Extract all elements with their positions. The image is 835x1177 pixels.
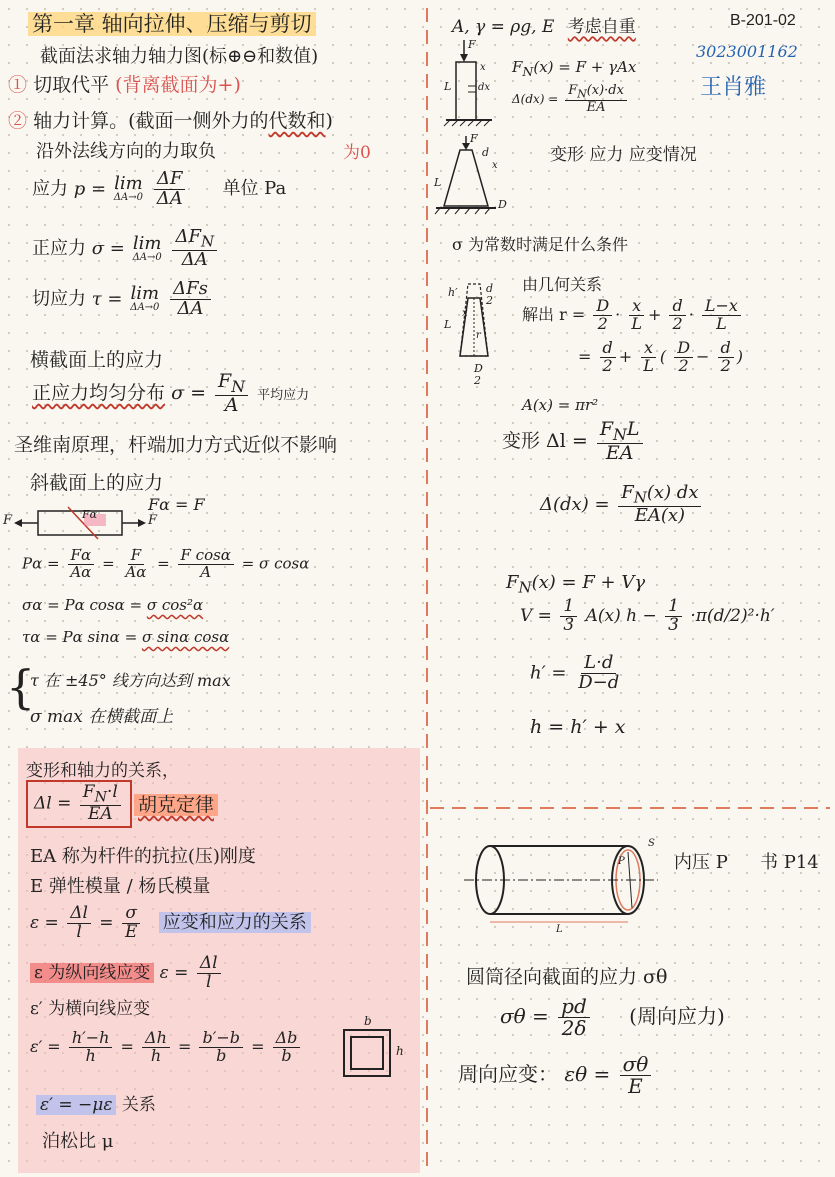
fig1-label-F: F <box>468 38 476 51</box>
bar-right-force: F <box>148 513 158 528</box>
cylinder-diagram <box>462 838 662 928</box>
sigma-alpha-formula: σα = Pα cosα = σ cos²α <box>22 596 204 614</box>
step-2-sub: 沿外法线方向的力取负 <box>36 141 216 162</box>
hoop-heading: 圆筒径向截面的应力 σθ <box>466 966 668 988</box>
hoop-strain: 周向应变： εθ = $\frac{\sigma\theta}{E}$ <box>458 1054 654 1097</box>
brace: { <box>6 660 36 714</box>
fig2-label-x: x <box>492 160 498 171</box>
change-label: 变形 应力 应变情况 <box>550 145 697 165</box>
volume-formula: V = $\frac{1}{3}$ A(x) h − $\frac{1}{3}$ ·π(d/2)²·h′ <box>520 596 775 635</box>
chapter-title: 第一章 轴向拉伸、压缩与剪切 <box>28 8 316 38</box>
cross-section-heading: 横截面上的应力 <box>30 349 164 371</box>
box-section-diagram <box>342 1028 394 1078</box>
fig1-label-L: L <box>444 80 452 93</box>
hoop-formula: σθ = $\frac{pd}{2\delta}$ (周向应力) <box>500 994 725 1040</box>
poisson-name: 泊松比 μ <box>42 1131 114 1152</box>
box-label-b: b <box>364 1014 372 1028</box>
oblique-heading: 斜截面上的应力 <box>30 472 164 494</box>
normal-stress-formula: 正应力 σ = lim ΔA→0 $\frac{\Delta F_N}{\Delta A}$ <box>32 228 220 270</box>
doc-code: B-201-02 <box>730 12 796 29</box>
solve-r: 解出 r = $\frac{D}{2}$ · $\frac{x}{L}$ + $\frac{d}{2}$ · $\frac{L-x}{L}$ <box>522 298 744 333</box>
cyl-book-ref: 书 P14 <box>760 852 819 873</box>
brace-line-2: σ max 在横截面上 <box>30 707 174 727</box>
shear-stress-formula: 切应力 τ = lim ΔA→0 $\frac{\text{ΔFs}}{\Delta A}$ <box>32 280 214 319</box>
bar-force-eq: Fα = F <box>148 495 205 514</box>
fig3-label-D: D <box>474 362 483 375</box>
fig2-label-F: F <box>470 132 478 145</box>
area-formula: A(x) = πr² <box>522 396 599 414</box>
dl-self-weight: Δ(dx) = $\frac{F_N(x)\cdot dx}{EA}$ <box>512 84 630 115</box>
geometry-label: 由几何关系 <box>522 275 603 294</box>
fig3-label-d: d <box>486 282 494 295</box>
hooke-box: Δl = $\frac{F_N\cdot l}{EA}$ <box>26 780 132 828</box>
fig2-label-D: D <box>498 198 507 211</box>
fn-volume: $F_N(x) = F + V\gamma$ <box>506 572 646 597</box>
e-line: E 弹性模量 / 杨氏模量 <box>30 876 211 897</box>
saint-venant: 圣维南原理，杆端加力方式近似不影响 <box>14 434 338 456</box>
hprime-formula: h′ = $\frac{L\cdot d}{D-d}$ <box>530 652 620 693</box>
bar-force-label: Fα <box>82 508 98 521</box>
cyl-label-s: S <box>648 838 655 849</box>
fig1-label-dx: dx <box>478 82 491 93</box>
fig2-label-d: d <box>482 146 490 159</box>
cyl-label-l: L <box>556 924 563 935</box>
uniform-stress: 正应力均匀分布 σ = $\frac{F_N}{A}$ 平均应力 <box>32 370 310 417</box>
fig3-label-L: L <box>444 318 452 331</box>
brace-line-1: τ 在 ±45° 线方向达到 max <box>30 671 231 690</box>
fig2-label-L: L <box>434 176 442 189</box>
bar-left-force: F <box>3 513 13 528</box>
p-alpha-formula: Pα = $\frac{F\alpha}{A\alpha}$ = $\frac{F}{A\alpha}$ = $\frac{\text{F cosα}}{A}$ = σ cosα <box>22 546 310 581</box>
hooke-label: 胡克定律 <box>134 790 218 817</box>
fn-self-weight: $F_N(x) = F + \gamma Ax$ <box>512 58 637 79</box>
fig1-label-x: x <box>480 62 486 73</box>
right-header: A, γ = ρg, E 考虑自重 <box>452 17 636 37</box>
student-id: 3023001162 <box>696 42 798 61</box>
stress-formula: 应力 p = lim ΔA→0 $\frac{\Delta F}{\Delta A}$ 单位 Pa <box>32 168 287 209</box>
student-name: 王肖雅 <box>700 75 767 100</box>
axial-subtitle: 截面法求轴力轴力图(标⊕⊖和数值) <box>40 46 319 67</box>
tau-alpha-formula: τα = Pα sinα = σ sinα cosα <box>22 628 230 646</box>
fig3-label-x: x <box>462 308 468 319</box>
cyl-pressure-label: 内压 P <box>674 852 728 873</box>
longitudinal-strain: ε 为纵向线应变 ε = $\frac{\Delta l}{l}$ <box>30 955 224 992</box>
fig3-label-d2: 2 <box>486 294 493 307</box>
fig3-label-D2: 2 <box>474 374 481 387</box>
step-1: ① 切取代平 (背离截面为+) <box>8 74 241 96</box>
step-2: ② 轴力计算。(截面一侧外力的代数和) <box>8 110 333 132</box>
deformation-total: 变形 Δl = $\frac{F_NL}{EA}$ <box>502 420 646 464</box>
sigma-condition: σ 为常数时满足什么条件 <box>452 235 629 254</box>
solve-r-2: = $\frac{d}{2}$ + $\frac{x}{L}$ ( $\frac{D}{2}$ − $\frac{d}{2}$ ) <box>578 338 744 375</box>
transverse-strain-formula: ε′ = $\frac{h'-h}{h}$ = $\frac{\Delta h}{h}$ = $\frac{b'-b}{b}$ = $\frac{\Delta b}{b}$ <box>30 1030 303 1065</box>
box-label-h: h <box>396 1044 404 1058</box>
fig3-label-hprime: h′ <box>448 286 458 299</box>
pink-heading: 变形和轴力的关系， <box>26 761 179 781</box>
h-formula: h = h′ + x <box>530 716 626 738</box>
step-2-side: 为0 <box>343 143 371 163</box>
cyl-label-p: P <box>618 856 625 867</box>
strain-formula: ε = $\frac{\Delta l}{l}$ = $\frac{\sigma}{E}$ 应变和应力的关系 <box>30 905 311 942</box>
fig3-label-r: r <box>476 330 481 341</box>
poisson-relation: ε′ = −με 关系 <box>36 1090 156 1115</box>
deformation-dx: Δ(dx) = $\frac{F_N(x) dx}{EA(x)}$ <box>540 484 704 526</box>
transverse-strain-line: ε′ 为横向线应变 <box>30 999 151 1019</box>
ea-line: EA 称为杆件的抗拉(压)刚度 <box>30 846 256 867</box>
